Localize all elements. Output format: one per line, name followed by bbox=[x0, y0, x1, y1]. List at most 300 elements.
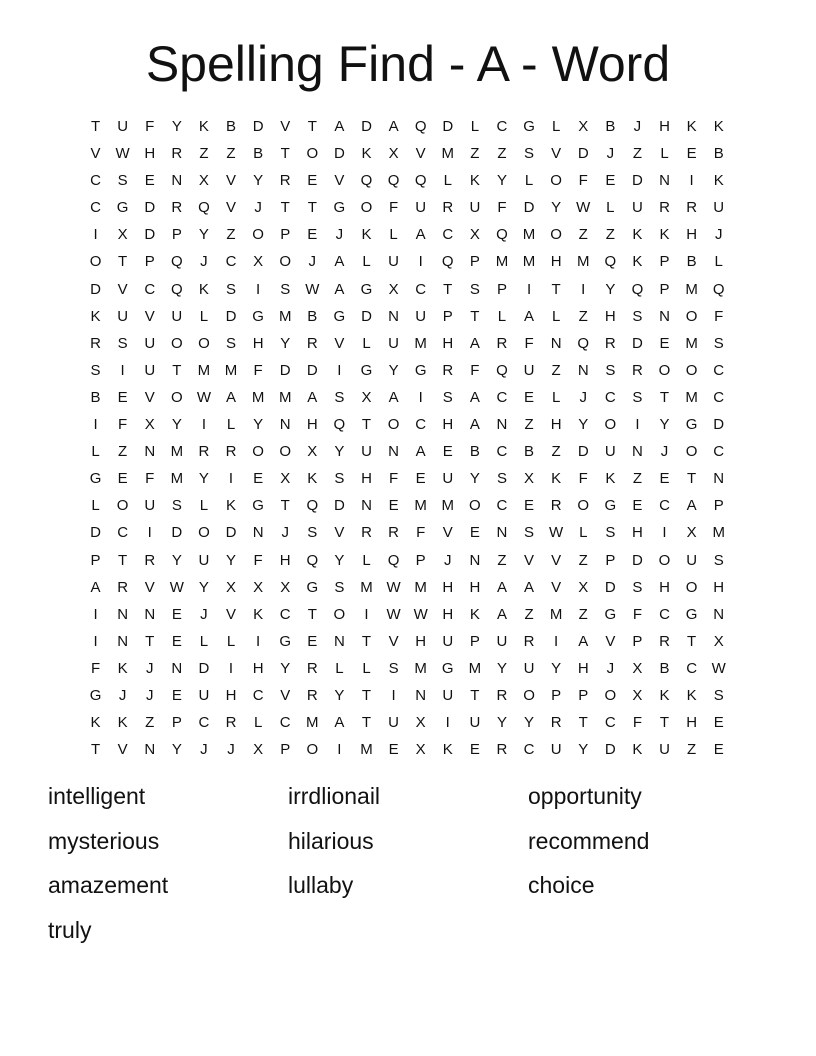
grid-letter: H bbox=[415, 632, 427, 650]
grid-letter: P bbox=[659, 280, 670, 298]
grid-letter: Q bbox=[712, 280, 725, 298]
grid-letter: D bbox=[604, 741, 616, 759]
grid-letter: L bbox=[199, 632, 209, 650]
grid-letter: P bbox=[713, 497, 724, 515]
grid-letter: J bbox=[227, 741, 235, 759]
grid-letter: A bbox=[469, 334, 480, 352]
grid-letter: N bbox=[659, 172, 670, 190]
grid-letter: T bbox=[443, 280, 453, 298]
grid-letter: C bbox=[523, 741, 535, 759]
grid-letter: W bbox=[711, 659, 726, 677]
grid-letter: U bbox=[198, 551, 210, 569]
grid-letter: B bbox=[686, 253, 697, 271]
grid-letter: J bbox=[606, 145, 615, 163]
grid-letter: V bbox=[442, 524, 453, 542]
grid-letter: U bbox=[659, 741, 670, 759]
grid-letter: Y bbox=[334, 443, 345, 461]
grid-letter: Q bbox=[577, 334, 590, 352]
grid-letter: U bbox=[550, 741, 562, 759]
grid-letter: U bbox=[415, 307, 427, 325]
grid-letter: H bbox=[659, 578, 670, 596]
grid-letter: V bbox=[551, 145, 562, 163]
grid-letter: T bbox=[118, 253, 128, 271]
grid-letter: P bbox=[659, 253, 670, 271]
grid-letter: L bbox=[362, 253, 371, 271]
grid-letter: R bbox=[632, 361, 643, 379]
grid-letter: W bbox=[386, 578, 401, 596]
grid-letter: V bbox=[117, 280, 128, 298]
grid-letter: H bbox=[632, 524, 643, 542]
grid-letter: F bbox=[578, 470, 588, 488]
grid-letter: Y bbox=[334, 686, 345, 704]
grid-letter: F bbox=[388, 199, 399, 217]
grid-letter: M bbox=[414, 659, 427, 677]
grid-letter: M bbox=[306, 714, 319, 732]
grid-letter: O bbox=[604, 686, 617, 704]
grid-letter: L bbox=[362, 551, 371, 569]
grid-letter: O bbox=[306, 145, 319, 163]
grid-letter: Z bbox=[497, 145, 507, 163]
grid-letter: A bbox=[388, 118, 399, 135]
grid-letter: R bbox=[550, 714, 562, 732]
grid-letter: O bbox=[198, 524, 210, 542]
grid-letter: D bbox=[442, 118, 454, 135]
grid-letter: K bbox=[361, 226, 372, 244]
grid-letter: T bbox=[280, 199, 290, 217]
grid-letter: L bbox=[443, 172, 452, 190]
grid-letter: L bbox=[497, 307, 507, 325]
grid-letter: K bbox=[659, 686, 670, 704]
word-list-item: amazement bbox=[48, 872, 169, 898]
grid-letter: T bbox=[90, 118, 101, 135]
grid-letter: U bbox=[388, 714, 399, 732]
grid-letter: M bbox=[549, 605, 563, 623]
grid-letter: S bbox=[226, 280, 237, 298]
grid-letter: V bbox=[280, 686, 291, 704]
grid-letter: C bbox=[198, 714, 210, 732]
grid-letter: X bbox=[388, 280, 399, 298]
grid-letter: Z bbox=[578, 226, 588, 244]
grid-letter: I bbox=[93, 632, 98, 650]
grid-letter: N bbox=[117, 632, 129, 650]
grid-letter: V bbox=[226, 199, 237, 217]
grid-letter: R bbox=[686, 199, 698, 217]
grid-letter: N bbox=[117, 605, 129, 623]
grid-letter: E bbox=[171, 605, 182, 623]
grid-letter: I bbox=[337, 741, 342, 759]
grid-letter: M bbox=[522, 226, 536, 244]
grid-letter: O bbox=[170, 388, 183, 406]
grid-letter: E bbox=[632, 497, 643, 515]
grid-letter: N bbox=[388, 307, 399, 325]
grid-letter: S bbox=[713, 686, 724, 704]
grid-letter: V bbox=[280, 118, 291, 135]
grid-letter: H bbox=[252, 659, 264, 677]
grid-letter: J bbox=[606, 659, 615, 677]
grid-letter: V bbox=[144, 578, 155, 596]
grid-letter: A bbox=[496, 578, 507, 596]
grid-letter: M bbox=[685, 280, 698, 298]
grid-letter: J bbox=[145, 659, 154, 677]
grid-letter: E bbox=[469, 524, 480, 542]
grid-letter: M bbox=[495, 253, 509, 271]
grid-letter: D bbox=[171, 524, 183, 542]
grid-letter: G bbox=[685, 416, 698, 434]
grid-letter: M bbox=[414, 334, 427, 352]
grid-letter: R bbox=[225, 443, 237, 461]
grid-letter: T bbox=[470, 686, 480, 704]
grid-letter: U bbox=[144, 334, 156, 352]
grid-letter: K bbox=[551, 470, 562, 488]
grid-letter: U bbox=[523, 659, 535, 677]
grid-letter: N bbox=[659, 307, 670, 325]
grid-letter: U bbox=[388, 253, 399, 271]
grid-letter: Y bbox=[280, 334, 291, 352]
grid-letter: N bbox=[713, 605, 725, 623]
grid-letter: A bbox=[469, 416, 480, 434]
grid-letter: O bbox=[577, 497, 590, 515]
grid-letter: U bbox=[442, 686, 454, 704]
grid-letter: K bbox=[226, 497, 237, 515]
grid-letter: B bbox=[713, 145, 724, 163]
grid-letter: E bbox=[605, 172, 616, 190]
grid-letter: X bbox=[524, 470, 535, 488]
grid-letter: Q bbox=[496, 361, 508, 379]
grid-letter: R bbox=[496, 686, 508, 704]
grid-letter: C bbox=[279, 714, 291, 732]
grid-letter: O bbox=[523, 686, 535, 704]
grid-letter: U bbox=[117, 307, 129, 325]
grid-letter: Q bbox=[441, 253, 454, 271]
grid-letter: V bbox=[144, 388, 155, 406]
grid-letter: J bbox=[633, 118, 642, 135]
grid-letter: Y bbox=[171, 416, 182, 434]
grid-letter: P bbox=[578, 686, 589, 704]
grid-letter: R bbox=[306, 686, 318, 704]
grid-letter: V bbox=[551, 578, 562, 596]
grid-letter: J bbox=[118, 686, 127, 704]
grid-letter: P bbox=[605, 551, 616, 569]
grid-letter: D bbox=[361, 118, 372, 135]
grid-letter: P bbox=[632, 632, 643, 650]
grid-letter: S bbox=[605, 524, 616, 542]
grid-letter: U bbox=[144, 497, 156, 515]
grid-letter: P bbox=[280, 226, 291, 244]
grid-letter: K bbox=[686, 686, 697, 704]
grid-letter: K bbox=[713, 172, 724, 190]
grid-letter: X bbox=[361, 388, 372, 406]
grid-letter: A bbox=[496, 605, 507, 623]
grid-letter: J bbox=[200, 253, 208, 271]
grid-letter: Y bbox=[469, 470, 480, 488]
grid-letter: R bbox=[144, 551, 156, 569]
grid-letter: I bbox=[418, 253, 423, 271]
grid-letter: M bbox=[576, 253, 590, 271]
grid-letter: I bbox=[554, 632, 559, 650]
grid-letter: X bbox=[144, 416, 155, 434]
grid-letter: S bbox=[442, 388, 453, 406]
grid-letter: C bbox=[604, 714, 616, 732]
grid-letter: I bbox=[93, 416, 98, 434]
grid-letter: N bbox=[496, 416, 508, 434]
grid-letter: M bbox=[468, 659, 482, 677]
grid-letter: P bbox=[144, 253, 155, 271]
grid-letter: G bbox=[523, 118, 535, 135]
grid-letter: T bbox=[551, 280, 561, 298]
grid-letter: C bbox=[686, 659, 698, 677]
grid-letter: E bbox=[713, 741, 724, 759]
grid-letter: Y bbox=[198, 578, 209, 596]
grid-letter: X bbox=[415, 741, 426, 759]
grid-letter: Z bbox=[605, 226, 615, 244]
grid-letter: L bbox=[226, 632, 236, 650]
grid-letter: Y bbox=[171, 551, 182, 569]
grid-letter: Y bbox=[171, 741, 182, 759]
grid-letter: U bbox=[442, 470, 454, 488]
grid-letter: X bbox=[469, 226, 480, 244]
grid-letter: D bbox=[90, 524, 101, 542]
grid-letter: A bbox=[90, 578, 101, 596]
grid-letter: H bbox=[361, 470, 372, 488]
grid-letter: Q bbox=[333, 416, 346, 434]
grid-letter: S bbox=[469, 280, 480, 298]
grid-letter: G bbox=[604, 497, 617, 515]
grid-letter: X bbox=[253, 741, 264, 759]
grid-letter: Z bbox=[470, 145, 480, 163]
grid-letter: L bbox=[253, 714, 263, 732]
grid-letter: O bbox=[469, 497, 481, 515]
grid-letter: R bbox=[361, 524, 372, 542]
grid-letter: H bbox=[306, 416, 318, 434]
grid-letter: L bbox=[91, 497, 100, 515]
grid-letter: D bbox=[577, 145, 589, 163]
grid-letter: Q bbox=[631, 280, 644, 298]
grid-letter: M bbox=[170, 470, 184, 488]
word-list-item: opportunity bbox=[528, 783, 642, 809]
grid-letter: A bbox=[334, 280, 345, 298]
grid-letter: C bbox=[90, 172, 101, 190]
grid-letter: X bbox=[632, 659, 643, 677]
grid-letter: C bbox=[117, 524, 129, 542]
grid-letter: K bbox=[117, 659, 128, 677]
grid-letter: J bbox=[444, 551, 452, 569]
grid-letter: Z bbox=[145, 714, 155, 732]
grid-letter: Y bbox=[198, 226, 209, 244]
grid-letter: E bbox=[659, 334, 670, 352]
grid-letter: R bbox=[306, 334, 318, 352]
grid-letter: N bbox=[144, 741, 156, 759]
grid-letter: A bbox=[334, 714, 345, 732]
grid-letter: P bbox=[496, 280, 507, 298]
grid-letter: R bbox=[496, 741, 508, 759]
grid-letter: I bbox=[256, 280, 261, 298]
grid-letter: Y bbox=[578, 416, 589, 434]
grid-letter: X bbox=[686, 524, 697, 542]
grid-letter: F bbox=[632, 605, 642, 623]
grid-letter: W bbox=[576, 199, 591, 217]
grid-letter: N bbox=[632, 443, 643, 461]
grid-letter: Y bbox=[171, 118, 182, 135]
grid-letter: T bbox=[280, 145, 290, 163]
grid-letter: F bbox=[714, 307, 724, 325]
grid-letter: S bbox=[334, 578, 345, 596]
grid-letter: F bbox=[632, 714, 642, 732]
grid-letter: U bbox=[632, 199, 643, 217]
grid-letter: C bbox=[442, 226, 454, 244]
grid-letter: I bbox=[337, 361, 342, 379]
grid-letter: X bbox=[226, 578, 237, 596]
grid-letter: H bbox=[659, 118, 670, 135]
grid-letter: K bbox=[198, 118, 209, 135]
grid-letter: U bbox=[361, 443, 372, 461]
grid-letter: I bbox=[445, 714, 450, 732]
grid-letter: O bbox=[252, 443, 264, 461]
grid-letter: V bbox=[334, 172, 345, 190]
grid-letter: D bbox=[577, 443, 589, 461]
grid-letter: A bbox=[524, 307, 535, 325]
grid-letter: V bbox=[90, 145, 101, 163]
grid-letter: F bbox=[388, 470, 399, 488]
grid-letter: P bbox=[171, 714, 182, 732]
grid-letter: R bbox=[523, 632, 535, 650]
grid-letter: D bbox=[225, 524, 237, 542]
grid-letter: L bbox=[551, 388, 561, 406]
grid-letter: L bbox=[199, 307, 209, 325]
grid-letter: K bbox=[253, 605, 264, 623]
grid-letter: H bbox=[144, 145, 156, 163]
grid-letter: G bbox=[279, 632, 292, 650]
word-list-item: choice bbox=[528, 872, 595, 898]
grid-letter: Q bbox=[198, 199, 210, 217]
grid-letter: L bbox=[714, 253, 723, 271]
grid-letter: M bbox=[360, 741, 373, 759]
grid-letter: G bbox=[116, 199, 129, 217]
grid-letter: Q bbox=[387, 172, 400, 190]
grid-letter: G bbox=[89, 470, 102, 488]
grid-letter: K bbox=[632, 253, 643, 271]
grid-letter: A bbox=[524, 578, 535, 596]
grid-letter: Y bbox=[578, 741, 589, 759]
grid-letter: U bbox=[144, 361, 156, 379]
grid-letter: X bbox=[578, 578, 589, 596]
grid-letter: V bbox=[388, 632, 399, 650]
grid-letter: T bbox=[687, 470, 697, 488]
grid-letter: K bbox=[90, 307, 101, 325]
grid-letter: P bbox=[469, 253, 480, 271]
grid-letter: A bbox=[578, 632, 589, 650]
grid-letter: X bbox=[280, 470, 291, 488]
grid-letter: O bbox=[550, 172, 562, 190]
grid-letter: Y bbox=[280, 659, 291, 677]
grid-letter: G bbox=[360, 361, 373, 379]
grid-letter: T bbox=[578, 714, 588, 732]
grid-letter: Z bbox=[551, 361, 561, 379]
grid-letter: S bbox=[713, 334, 724, 352]
grid-letter: Y bbox=[524, 714, 535, 732]
grid-letter: E bbox=[415, 470, 426, 488]
grid-letter: K bbox=[117, 714, 128, 732]
grid-letter: T bbox=[307, 199, 317, 217]
grid-letter: G bbox=[333, 307, 346, 325]
grid-letter: Q bbox=[496, 226, 508, 244]
grid-letter: I bbox=[120, 361, 125, 379]
grid-letter: N bbox=[550, 334, 562, 352]
grid-letter: O bbox=[333, 605, 346, 623]
grid-letter: O bbox=[387, 416, 400, 434]
grid-letter: T bbox=[361, 632, 372, 650]
grid-letter: E bbox=[388, 497, 399, 515]
grid-letter: N bbox=[333, 632, 345, 650]
grid-letter: S bbox=[117, 334, 128, 352]
grid-letter: C bbox=[496, 443, 508, 461]
grid-letter: O bbox=[685, 307, 698, 325]
grid-letter: N bbox=[415, 686, 427, 704]
page-title: Spelling Find - A - Word bbox=[145, 36, 671, 92]
grid-letter: R bbox=[496, 334, 508, 352]
grid-letter: I bbox=[364, 605, 369, 623]
word-list-item: irrdlionail bbox=[288, 783, 381, 809]
grid-letter: M bbox=[441, 145, 455, 163]
grid-letter: I bbox=[147, 524, 152, 542]
grid-letter: I bbox=[526, 280, 532, 298]
grid-letter: T bbox=[307, 605, 317, 623]
grid-letter: Z bbox=[524, 416, 534, 434]
grid-letter: B bbox=[605, 118, 616, 135]
grid-letter: K bbox=[659, 226, 670, 244]
grid-letter: I bbox=[635, 416, 640, 434]
grid-letter: C bbox=[713, 361, 725, 379]
grid-letter: K bbox=[307, 470, 318, 488]
grid-letter: O bbox=[685, 578, 698, 596]
grid-letter: K bbox=[469, 605, 480, 623]
grid-letter: O bbox=[116, 497, 129, 515]
word-list-item: truly bbox=[48, 916, 92, 943]
grid-letter: E bbox=[171, 686, 182, 704]
grid-letter: P bbox=[171, 226, 182, 244]
grid-letter: M bbox=[685, 334, 698, 352]
grid-letter: X bbox=[415, 714, 426, 732]
grid-letter: A bbox=[334, 118, 345, 135]
grid-letter: L bbox=[524, 172, 534, 190]
grid-letter: T bbox=[659, 714, 670, 732]
grid-letter: C bbox=[496, 388, 508, 406]
grid-letter: D bbox=[333, 145, 345, 163]
grid-letter: S bbox=[226, 334, 237, 352]
grid-letter: Y bbox=[551, 199, 562, 217]
grid-letter: H bbox=[442, 578, 454, 596]
grid-letter: X bbox=[198, 172, 209, 190]
grid-letter: D bbox=[632, 551, 643, 569]
grid-letter: Y bbox=[226, 551, 237, 569]
grid-letter: K bbox=[198, 280, 209, 298]
grid-letter: O bbox=[252, 226, 264, 244]
grid-letter: G bbox=[333, 199, 346, 217]
grid-letter: Y bbox=[198, 470, 209, 488]
grid-letter: U bbox=[523, 361, 535, 379]
grid-letter: H bbox=[686, 226, 698, 244]
grid-letter: A bbox=[469, 388, 480, 406]
grid-letter: M bbox=[278, 307, 292, 325]
grid-letter: I bbox=[228, 659, 234, 677]
grid-letter: D bbox=[632, 334, 643, 352]
grid-letter: R bbox=[659, 199, 670, 217]
grid-letter: P bbox=[280, 741, 291, 759]
grid-letter: Y bbox=[496, 172, 507, 190]
grid-letter: E bbox=[171, 632, 182, 650]
grid-letter: F bbox=[145, 118, 155, 135]
grid-letter: I bbox=[581, 280, 586, 298]
grid-letter: M bbox=[251, 388, 265, 406]
